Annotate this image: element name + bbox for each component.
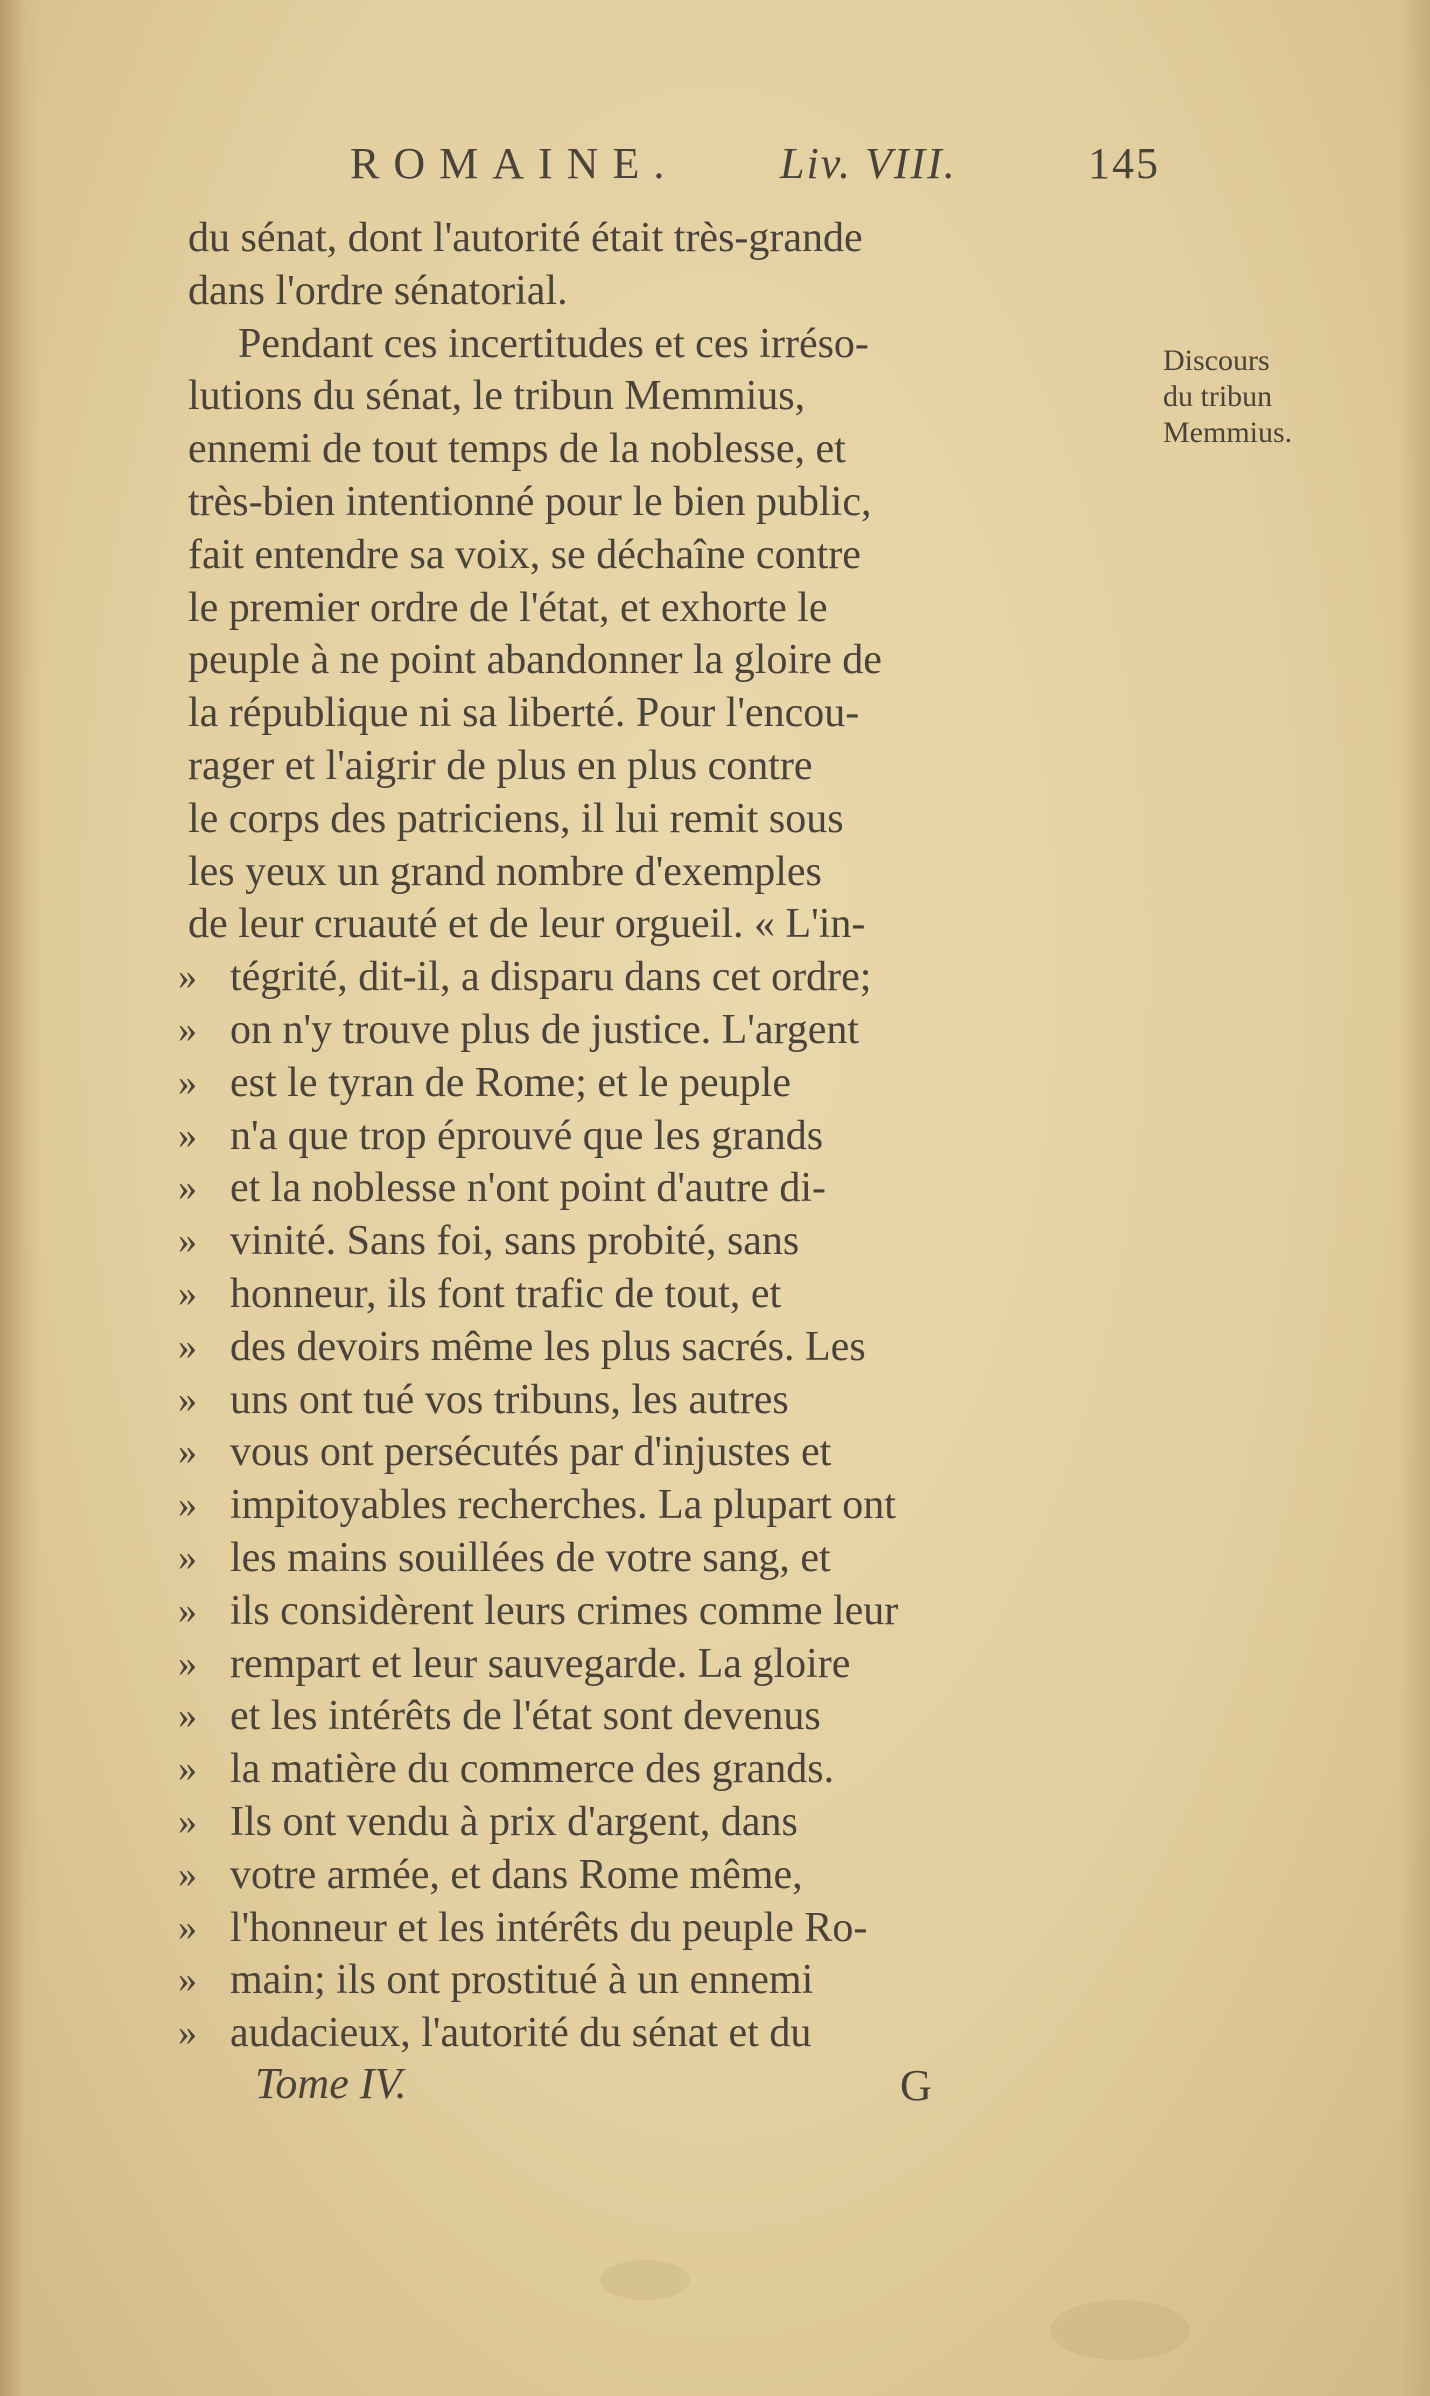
line-text: le corps des patriciens, il lui remit sous: [188, 795, 844, 842]
line-text: les yeux un grand nombre d'exemples: [188, 848, 822, 895]
page-right-edge: [1400, 0, 1430, 2396]
line-text: la matière du commerce des grands.: [230, 1746, 835, 1793]
text-line: [188, 212, 1148, 265]
text-line: [178, 951, 1148, 1004]
text-line: [188, 582, 1148, 635]
text-line: [178, 1690, 1148, 1743]
signature-mark: G: [900, 2061, 932, 2110]
page-footer: [255, 2058, 995, 2118]
running-title: ROMAINE.: [350, 139, 679, 188]
line-text: Ils ont vendu à prix d'argent, dans: [230, 1798, 798, 1845]
body-text: [178, 212, 1148, 2060]
line-text: très-bien intentionné pour le bien public,: [188, 478, 872, 525]
line-text: et les intérêts de l'état sont devenus: [230, 1693, 821, 1740]
line-text: audacieux, l'autorité du sénat et du: [230, 2010, 812, 2057]
line-text: rempart et leur sauvegarde. La gloire: [230, 1640, 851, 1687]
quote-mark: »: [178, 1642, 197, 1685]
text-line: [178, 1004, 1148, 1057]
quote-mark: »: [178, 1695, 197, 1738]
line-text: les mains souillées de votre sang, et: [230, 1534, 831, 1581]
quote-mark: »: [178, 1272, 197, 1315]
text-line: [188, 898, 1148, 951]
line-text: vous ont persécutés par d'injustes et: [230, 1429, 832, 1476]
text-line: [178, 1162, 1148, 1215]
text-line: [178, 1268, 1148, 1321]
text-line: [188, 846, 1148, 899]
quote-mark: »: [178, 1800, 197, 1843]
text-line: [178, 1374, 1148, 1427]
text-line: [178, 1110, 1148, 1163]
text-line: [178, 1796, 1148, 1849]
text-line: [178, 1954, 1148, 2007]
text-line: [178, 1585, 1148, 1638]
line-text: peuple à ne point abandonner la gloire de: [188, 637, 882, 684]
running-header: [350, 138, 1160, 198]
quote-mark: »: [178, 1959, 197, 2002]
margin-note-line: Discours: [1163, 344, 1270, 377]
paper-stain: [1050, 2300, 1190, 2360]
line-text: est le tyran de Rome; et le peuple: [230, 1059, 791, 1106]
quote-mark: »: [178, 2012, 197, 2055]
line-text: honneur, ils font trafic de tout, et: [230, 1270, 782, 1317]
text-line: [188, 740, 1148, 793]
line-text: vinité. Sans foi, sans probité, sans: [230, 1218, 800, 1265]
quote-mark: »: [178, 1167, 197, 1210]
line-text: de leur cruauté et de leur orgueil. « L'in-: [188, 901, 866, 948]
line-text: l'honneur et les intérêts du peuple Ro-: [230, 1904, 868, 1951]
text-line: [178, 1849, 1148, 1902]
line-text: et la noblesse n'ont point d'autre di-: [230, 1165, 826, 1212]
line-text: uns ont tué vos tribuns, les autres: [230, 1376, 789, 1423]
margin-note-line: du tribun: [1163, 380, 1273, 413]
quote-mark: »: [178, 1906, 197, 1949]
quote-mark: »: [178, 1589, 197, 1632]
text-line: [178, 2007, 1148, 2060]
text-line: [188, 318, 1148, 371]
line-text: dans l'ordre sénatorial.: [188, 267, 568, 314]
text-line: [188, 476, 1148, 529]
text-line: [188, 423, 1148, 476]
quote-mark: »: [178, 956, 197, 999]
text-line: [188, 634, 1148, 687]
text-line: [178, 1057, 1148, 1110]
quote-mark: »: [178, 1748, 197, 1791]
margin-note: [1163, 343, 1383, 451]
line-text: le premier ordre de l'état, et exhorte le: [188, 584, 828, 631]
quote-mark: »: [178, 1536, 197, 1579]
quote-mark: »: [178, 1114, 197, 1157]
paper-stain: [600, 2260, 690, 2300]
line-text: rager et l'aigrir de plus en plus contre: [188, 742, 813, 789]
quote-mark: »: [178, 1061, 197, 1104]
book-number: Liv. VIII.: [780, 139, 957, 188]
page-left-edge: [0, 0, 40, 2396]
page-number: 145: [1088, 139, 1160, 188]
line-text: Pendant ces incertitudes et ces irréso-: [238, 320, 869, 367]
text-line: [188, 793, 1148, 846]
margin-note-line: Memmius.: [1163, 416, 1293, 449]
text-line: [178, 1532, 1148, 1585]
text-line: [178, 1426, 1148, 1479]
line-text: on n'y trouve plus de justice. L'argent: [230, 1006, 860, 1053]
volume-label: Tome IV.: [255, 2059, 407, 2108]
line-text: n'a que trop éprouvé que les grands: [230, 1112, 824, 1159]
line-text: impitoyables recherches. La plupart ont: [230, 1482, 896, 1529]
quote-mark: »: [178, 1378, 197, 1421]
line-text: votre armée, et dans Rome même,: [230, 1851, 803, 1898]
quote-mark: »: [178, 1431, 197, 1474]
text-line: [188, 265, 1148, 318]
text-line: [178, 1638, 1148, 1691]
text-line: [178, 1743, 1148, 1796]
text-line: [188, 370, 1148, 423]
text-line: [178, 1902, 1148, 1955]
quote-mark: »: [178, 1008, 197, 1051]
line-text: ils considèrent leurs crimes comme leur: [230, 1587, 899, 1634]
text-line: [178, 1215, 1148, 1268]
line-text: ennemi de tout temps de la noblesse, et: [188, 426, 846, 473]
quote-mark: »: [178, 1853, 197, 1896]
line-text: tégrité, dit-il, a disparu dans cet ordre;: [230, 954, 872, 1001]
line-text: du sénat, dont l'autorité était très-grande: [188, 215, 863, 261]
text-line: [188, 529, 1148, 582]
line-text: des devoirs même les plus sacrés. Les: [230, 1323, 866, 1370]
quote-mark: »: [178, 1220, 197, 1263]
text-line: [178, 1321, 1148, 1374]
quote-mark: »: [178, 1484, 197, 1527]
text-line: [178, 1479, 1148, 1532]
text-line: [188, 687, 1148, 740]
quote-mark: »: [178, 1325, 197, 1368]
line-text: lutions du sénat, le tribun Memmius,: [188, 373, 806, 420]
line-text: la république ni sa liberté. Pour l'encou-: [188, 690, 860, 737]
line-text: main; ils ont prostitué à un ennemi: [230, 1957, 814, 2004]
line-text: fait entendre sa voix, se déchaîne contre: [188, 531, 861, 578]
